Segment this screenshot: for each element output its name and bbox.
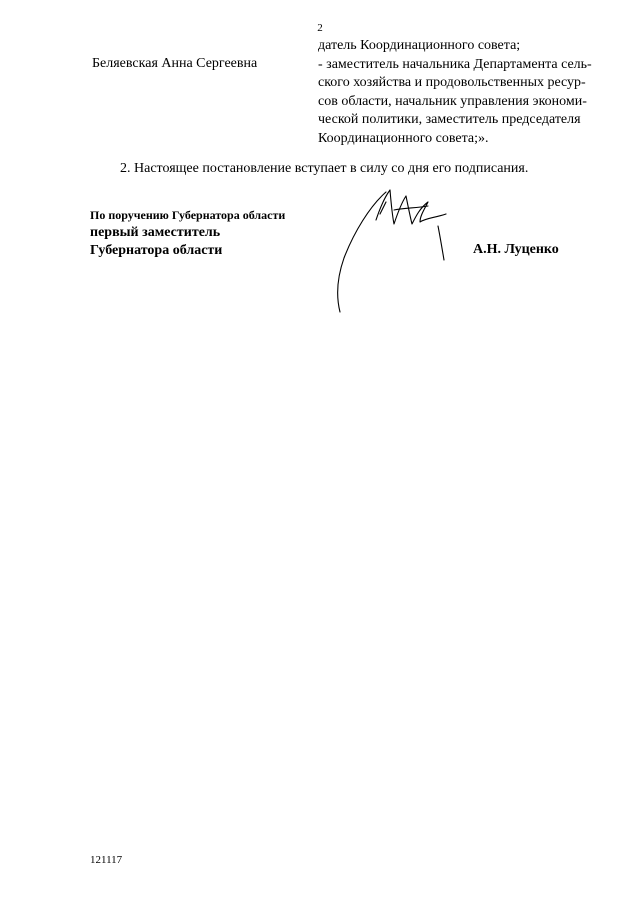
member-role-line: - заместитель начальника Департамента сель- — [318, 56, 592, 72]
signer-name: А.Н. Луценко — [473, 242, 559, 257]
member-role-line: датель Координационного совета; — [318, 38, 521, 53]
signer-position-line-1: первый заместитель — [90, 225, 221, 240]
member-role-line: ческой политики, заместитель председателя — [318, 112, 581, 127]
member-role-line: Координационного совета;». — [318, 130, 489, 146]
handwritten-signature — [320, 180, 460, 315]
clause-2-text: 2. Настоящее постановление вступает в силу со дня его подписания. — [120, 161, 529, 176]
page-number: 2 — [317, 22, 323, 34]
member-role-line: ского хозяйства и продовольственных ресур- — [318, 75, 586, 90]
document-code: 121117 — [90, 854, 123, 866]
signer-on-behalf: По поручению Губернатора области — [90, 208, 286, 222]
member-role — [318, 37, 592, 148]
member-role-line: сов области, начальник управления экономи- — [318, 93, 587, 109]
member-name: Беляевская Анна Сергеевна — [92, 56, 258, 71]
signer-position-line-2: Губернатора области — [90, 243, 223, 258]
